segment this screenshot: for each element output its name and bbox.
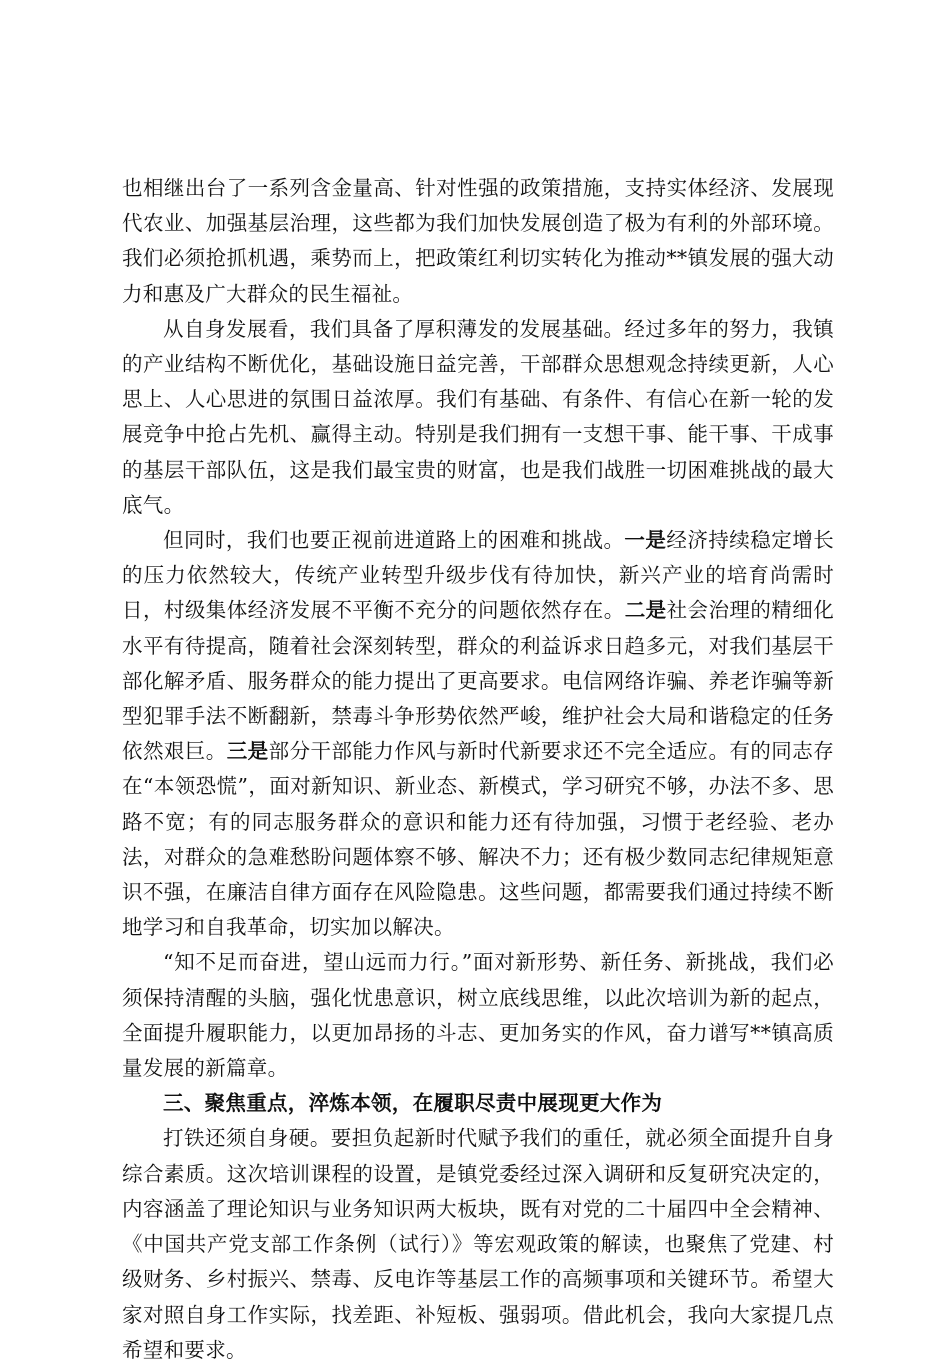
- second-point-text: 社会治理的精细化水平有待提高，随着社会深刻转型，群众的利益诉求日趋多元，对我们基层干部化解矛盾、服务群众的能力提出了更高要求。电信网络诈骗、养老诈骗等新型犯罪手法不断翻新，禁毒斗争形势依然严峻，维护社会大局和谐稳定的任务依然艰巨。: [122, 598, 834, 764]
- document-body: [122, 171, 834, 1368]
- challenges-intro-text: 但同时，我们也要正视前进道路上的困难和挑战。: [163, 528, 625, 553]
- paragraph-continuation: 也相继出台了一系列含金量高、针对性强的政策措施，支持实体经济、发展现代农业、加强基层治理，这些都为我们加快发展创造了极为有利的外部环境。我们必须抢抓机遇，乘势而上，把政策红利切实转化为推动**镇发展的强大动力和惠及广大群众的民生福祉。: [122, 176, 834, 306]
- section-heading-three: 三、聚焦重点，淬炼本领，在履职尽责中展现更大作为: [163, 1091, 663, 1116]
- paragraph-quote-motivation: “知不足而奋进，望山远而力行。”面对新形势、新任务、新挑战，我们必须保持清醒的头脑，强化忧患意识，树立底线思维，以此次培训为新的起点，全面提升履职能力，以更加昂扬的斗志、更加务实的作风，奋力谱写**镇高质量发展的新篇章。: [122, 950, 834, 1081]
- first-point-text: 经济持续稳定增长的压力依然较大，传统产业转型升级步伐有待加快，新兴产业的培育尚需时日，村级集体经济发展不平衡不充分的问题依然存在。: [122, 528, 834, 623]
- third-point-text: 部分干部能力作风与新时代新要求还不完全适应。有的同志存在“本领恐慌”，面对新知识、新业态、新模式，学习研究不够，办法不多、思路不宽；有的同志服务群众的意识和能力还有待加强，习惯于老经验、老办法，对群众的急难愁盼问题体察不够、解决不力；还有极少数同志纪律规矩意识不强，在廉洁自律方面存在风险隐患。这些问题，都需要我们通过持续不断地学习和自我革命，切实加以解决。: [122, 739, 834, 940]
- paragraph-self-development: 从自身发展看，我们具备了厚积薄发的发展基础。经过多年的努力，我镇的产业结构不断优化，基础设施日益完善，干部群众思想观念持续更新，人心思上、人心思进的氛围日益浓厚。我们有基础、有条件、有信心在新一轮的发展竞争中抢占先机、赢得主动。特别是我们拥有一支想干事、能干事、干成事的基层干部队伍，这是我们最宝贵的财富，也是我们战胜一切困难挑战的最大底气。: [122, 316, 834, 517]
- first-point-marker: 一是: [624, 528, 667, 553]
- third-point-marker: 三是: [226, 739, 269, 764]
- paragraph-challenges: [122, 523, 834, 945]
- second-point-marker: 二是: [624, 598, 667, 623]
- paragraph-training-requirements: 打铁还须自身硬。要担负起新时代赋予我们的重任，就必须全面提升自身综合素质。这次培训课程的设置，是镇党委经过深入调研和反复研究决定的，内容涵盖了理论知识与业务知识两大板块，既有对党的二十届四中全会精神、《中国共产党支部工作条例（试行）》等宏观政策的解读，也聚焦了党建、村级财务、乡村振兴、禁毒、反电诈等基层工作的高频事项和关键环节。希望大家对照自身工作实际，找差距、补短板、强弱项。借此机会，我向大家提几点希望和要求。: [122, 1126, 834, 1362]
